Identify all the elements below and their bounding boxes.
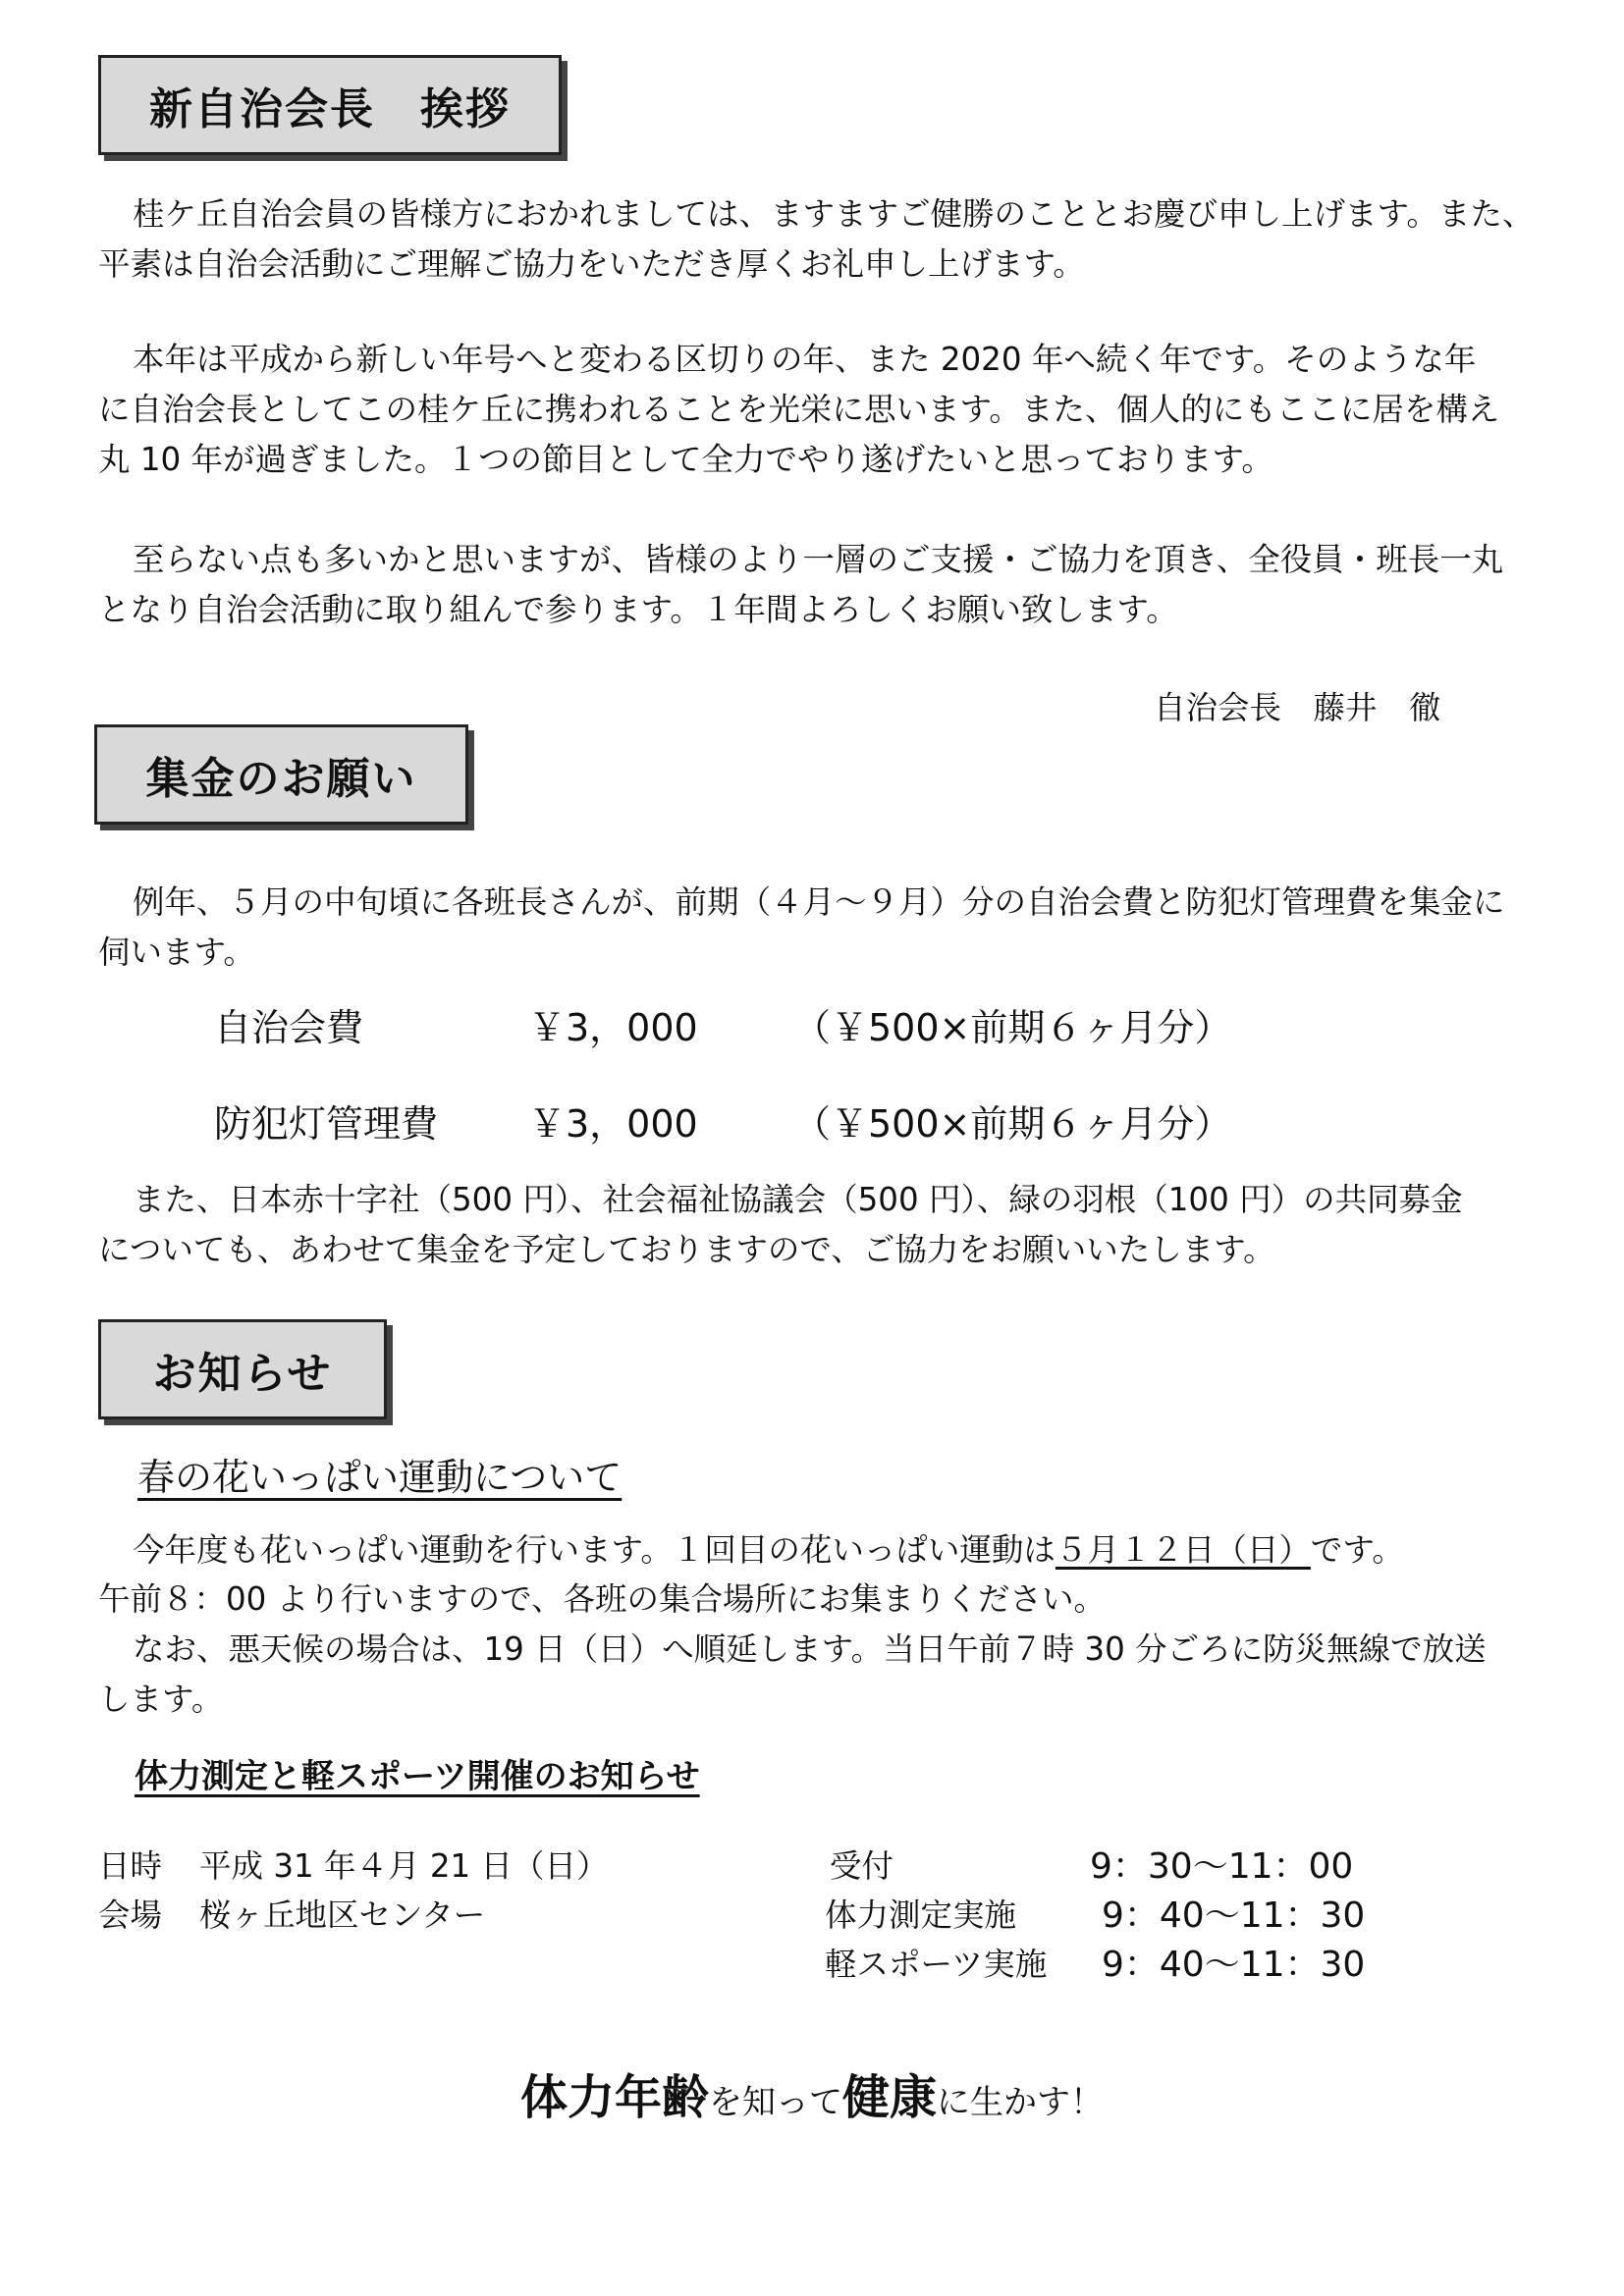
collection-heading bbox=[94, 724, 468, 825]
flower-date: ５月１２日（日） bbox=[1055, 1531, 1311, 1569]
collection-intro-line1: 例年、５月の中旬頃に各班長さんが、前期（４月～９月）分の自治会費と防犯灯管理費を集金に bbox=[133, 883, 1505, 921]
notice-heading-text: お知らせ bbox=[152, 1349, 333, 1399]
slogan-part1: 体力年齢 bbox=[519, 2070, 709, 2125]
collection-heading-text: 集金のお願い bbox=[145, 754, 417, 804]
schedule-label: 体力測定実施 bbox=[825, 1896, 1017, 1934]
slogan-part2: を知って bbox=[709, 2083, 842, 2122]
flower-line2: 午前８：00 より行いますので、各班の集合場所にお集まりください。 bbox=[98, 1580, 1107, 1618]
greeting-para2-line1: 本年は平成から新しい年号へと変わる区切りの年、また 2020 年へ続く年です。そのような年 bbox=[133, 341, 1477, 378]
flower-line1-after: です。 bbox=[1310, 1531, 1404, 1569]
fee-name: 自治会費 bbox=[214, 1006, 364, 1049]
fitness-date-label: 日時 bbox=[98, 1847, 163, 1885]
fee-amount: ￥3，000 bbox=[528, 1102, 698, 1146]
fitness-venue-label: 会場 bbox=[98, 1896, 163, 1934]
greeting-heading bbox=[98, 55, 562, 155]
flower-line3: なお、悪天候の場合は、19 日（日）へ順延します。当日午前７時 30 分ごろに防災無線で放送 bbox=[133, 1630, 1487, 1668]
greeting-para3-line1: 至らない点も多いかと思いますが、皆様のより一層のご支援・ご協力を頂き、全役員・班長一丸 bbox=[133, 541, 1504, 578]
notice-heading bbox=[98, 1319, 387, 1419]
fee-amount: ￥3，000 bbox=[528, 1006, 698, 1049]
collection-outro-line2: についても、あわせて集金を予定しておりますので、ご協力をお願いいたします。 bbox=[98, 1231, 1275, 1268]
fee-name: 防犯灯管理費 bbox=[214, 1102, 439, 1146]
schedule-time: 9：30～11：00 bbox=[1090, 1846, 1354, 1887]
fee-note: （￥500×前期６ヶ月分） bbox=[793, 1102, 1232, 1146]
fitness-date-value: 平成 31 年４月 21 日（日） bbox=[199, 1847, 609, 1885]
schedule-time: 9：40～11：30 bbox=[1102, 1945, 1366, 1985]
fitness-event-title: 体力測定と軽スポーツ開催のお知らせ bbox=[135, 1757, 700, 1796]
flower-campaign-title: 春の花いっぱい運動について bbox=[137, 1456, 623, 1499]
greeting-para2-line3: 丸 10 年が過ぎました。１つの節目として全力でやり遂げたいと思っております。 bbox=[98, 441, 1273, 478]
greeting-signature: 自治会長 藤井 徹 bbox=[1154, 689, 1441, 726]
slogan-part3: 健康 bbox=[842, 2070, 938, 2125]
slogan-part4: に生かす！ bbox=[937, 2083, 1105, 2122]
greeting-heading-text: 新自治会長 挨拶 bbox=[149, 84, 511, 134]
schedule-label: 受付 bbox=[830, 1847, 894, 1885]
fitness-venue-value: 桜ヶ丘地区センター bbox=[199, 1896, 486, 1934]
fee-note: （￥500×前期６ヶ月分） bbox=[793, 1006, 1232, 1049]
greeting-para1-line1: 桂ケ丘自治会員の皆様方におかれましては、ますますご健勝のこととお慶び申し上げます。また、 bbox=[133, 195, 1535, 233]
schedule-time: 9：40～11：30 bbox=[1102, 1896, 1366, 1936]
schedule-label: 軽スポーツ実施 bbox=[825, 1946, 1048, 1983]
greeting-para2-line2: に自治会長としてこの桂ケ丘に携われることを光栄に思います。また、個人的にもここに居を構え bbox=[98, 391, 1500, 428]
flower-line4: します。 bbox=[98, 1681, 224, 1718]
greeting-para3-line2: となり自治会活動に取り組んで参ります。１年間よろしくお願い致します。 bbox=[98, 591, 1178, 628]
greeting-para1-line2: 平素は自治会活動にご理解ご協力をいただき厚くお礼申し上げます。 bbox=[98, 245, 1085, 283]
collection-outro-line1: また、日本赤十字社（500 円）、社会福祉協議会（500 円）、緑の羽根（100 円）の共同募金 bbox=[133, 1181, 1463, 1218]
collection-intro-line2: 伺います。 bbox=[98, 934, 255, 971]
fitness-slogan bbox=[0, 2059, 1624, 2127]
flower-line1-before: 今年度も花いっぱい運動を行います。１回目の花いっぱい運動は bbox=[133, 1531, 1056, 1569]
flower-line1 bbox=[133, 1525, 1404, 1575]
